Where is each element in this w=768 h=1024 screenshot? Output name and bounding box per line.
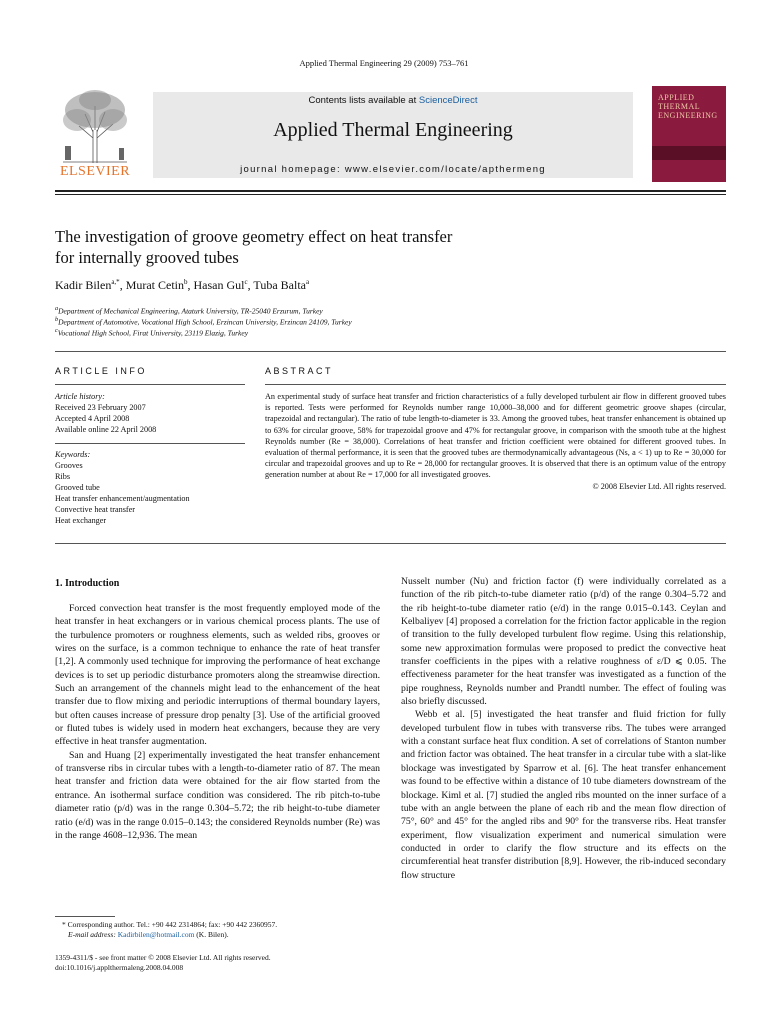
author-sep: , bbox=[119, 278, 126, 292]
cover-title-line: ENGINEERING bbox=[658, 111, 718, 120]
author-sup: a bbox=[305, 278, 310, 286]
author-name[interactable]: Kadir Bilen bbox=[55, 278, 112, 292]
affiliation bbox=[55, 316, 352, 327]
author-sep: , bbox=[247, 278, 254, 292]
body-column-left bbox=[55, 602, 380, 842]
article-history bbox=[55, 391, 245, 435]
paragraph: Forced convection heat transfer is the most frequently employed mode of the heat transfer in heat exchangers or in various chemical process plants. The use of the turbulence promoters or roughness elements, such as welded ribs, grooves or wires on the surface, is a common technique to enhance the rate of heat transfer [1,2]. A commonly used technique for improving the performance of heat exchange devices is to set up periodic disturbance promoters along the streamwise direction. Such an arrangement of the channels might lead to the enhancement of the heat transfer due to flow mixing and periodic interruptions of thermal boundary layers, but often causes increase of pressure drop penalty [3]. Use of the artificial grooved or fluted tubes is widely used in modern heat exchangers, because they are very effective in heat transfer augmentation. bbox=[55, 603, 380, 748]
author-name[interactable]: Tuba Balta bbox=[253, 278, 306, 292]
author-sup: b bbox=[184, 278, 188, 286]
affiliation-text: Department of Automotive, Vocational High School, Erzincan University, Erzincan 24109, Turkey bbox=[58, 317, 352, 327]
divider bbox=[55, 351, 726, 352]
keyword-item: Grooved tube bbox=[55, 483, 100, 492]
body-column-right bbox=[401, 575, 726, 882]
keywords bbox=[55, 449, 245, 526]
paragraph: San and Huang [2] experimentally investigated the heat transfer enhancement of transverse ribs in circular tubes with a length-to-diameter ratio of 87. The mean heat transfer and friction data were obtained for the air flow started from the entrance. An isothermal surface condition was considered. The rib pitch-to-tube diameter ratio (p/d) was in the range 0.304–5.72; the rib height-to-tube diameter ratio (e/d) was in the range 0.015–0.143; the considered Reynolds number (Re) was in the range 4608–12,936. The mean bbox=[55, 749, 380, 841]
bottom-matter bbox=[55, 953, 271, 973]
contents-prefix: Contents lists available at bbox=[308, 95, 419, 106]
article-title-line: The investigation of groove geometry effect on heat transfer bbox=[55, 227, 453, 246]
publisher-wordmark: ELSEVIER bbox=[59, 164, 131, 179]
keyword-item: Grooves bbox=[55, 461, 83, 470]
paragraph: Webb et al. [5] investigated the heat transfer and fluid friction for fully developed turbulent flow in tubes with transverse ribs. The tubes were arranged with a constant surface heat flux condition. A set of correlations of Stanton number and friction factor was obtained. The heat transfer in a circular tube with a slat-like blockage was investigated by Sparrow et al. [6]. The heat transfer enhancement was found to be effective within a distance of 10 tube diameters downstream of the blockage. Kiml et al. [7] studied the angled ribs mounted on the inner surface of a tube with an angle between the plane of each rib and the mean flow direction of 75°, 60° and 45° for the angled ribs and 90° for the transverse ribs. Heat transfer experiment, flow visualization experiment and numerical simulation were conducted in order to clarify the flow structure and its effects on the circumferential heat transfer distribution [8,9]. However, the rib-induced secondary flow structure bbox=[401, 709, 726, 881]
cover-band bbox=[652, 146, 726, 160]
elsevier-logo[interactable] bbox=[55, 88, 135, 180]
affiliation-sup: b bbox=[55, 316, 59, 323]
history-label: Article history: bbox=[55, 392, 105, 401]
cover-title-line: THERMAL bbox=[658, 102, 701, 111]
footnote-rule bbox=[55, 916, 115, 917]
affiliation-text: Vocational High School, Firat University, 23119 Elazig, Turkey bbox=[57, 328, 249, 338]
divider bbox=[55, 543, 726, 544]
header-rule bbox=[55, 190, 726, 192]
paragraph: Nusselt number (Nu) and friction factor (f) were individually correlated as a function of the rib pitch-to-tube diameter ratio (p/d) of the range 0.304–5.72 and the rib height-to-tube diameter ratio (e/d) in the range 0.015–0.143. Ceylan and Kelbaliyev [4] proposed a correlation for the friction factor applicable in the region of transition to the fully developed turbulent flow regime. Using this relationship, some new approximation formulas were proposed to predict the convective heat transfer coefficients in the pipes with a relative roughness of ε/D ⩽ 0.05. The effectiveness parameter for the heat transfer was investigated as a function of the pipe roughness, Reynolds number and Prandtl number. The effect of fouling was also briefly discussed. bbox=[401, 576, 726, 708]
copyright: © 2008 Elsevier Ltd. All rights reserved. bbox=[592, 481, 726, 491]
divider bbox=[55, 384, 245, 385]
author-sep: , bbox=[187, 278, 194, 292]
abstract-text: An experimental study of surface heat transfer and friction characteristics of a fully developed turbulent air flow in different grooved tubes is reported. Tests were performed for Reynolds number range 10,000–38,000 and for different geometric groove shapes (circular, trapezoidal and rectangular). The ratio of tube length-to-diameter is 33. Among the grooved tubes, heat transfer enhancement is obtained up to 63% for circular groove, 58% for trapezoidal groove and 47% for rectangular groove, in comparison with the smooth tube at the highest Reynolds number (Re = 38,000). Correlations of heat transfer and friction coefficient were obtained for different grooved tubes. In evaluation of thermal performance, it is seen that the grooved tubes are thermodynamically advantageous (Ns, a < 1) up to Re = 30,000 for circular and trapezoidal grooves and up to Re = 28,000 for rectangular grooves. It is observed that there is an optimum value of the entropy generation number at about Re = 17,000 for all investigated grooves. bbox=[265, 392, 726, 480]
doi-line[interactable]: doi:10.1016/j.applthermaleng.2008.04.008 bbox=[55, 963, 184, 972]
email-link[interactable]: Kadirbilen@hotmail.com bbox=[117, 930, 195, 939]
contents-line bbox=[153, 95, 633, 106]
divider bbox=[55, 443, 245, 444]
email-label: E-mail address: bbox=[68, 930, 118, 939]
footnote bbox=[62, 920, 382, 940]
section-heading: 1. Introduction bbox=[55, 578, 120, 589]
journal-banner bbox=[153, 92, 633, 178]
issn-line: 1359-4311/$ - see front matter © 2008 Elsevier Ltd. All rights reserved. bbox=[55, 953, 271, 962]
elsevier-tree-icon bbox=[55, 88, 135, 164]
keyword-item: Heat exchanger bbox=[55, 516, 107, 525]
affiliation bbox=[55, 305, 323, 316]
affiliation-text: Department of Mechanical Engineering, Ataturk University, TR-25040 Erzurum, Turkey bbox=[58, 306, 323, 316]
cover-title bbox=[658, 93, 718, 120]
author-list bbox=[55, 278, 309, 293]
article-info-heading: ARTICLE INFO bbox=[55, 366, 147, 376]
journal-cover[interactable] bbox=[652, 86, 726, 182]
history-item: Accepted 4 April 2008 bbox=[55, 414, 130, 423]
author-sup: c bbox=[244, 278, 248, 286]
keywords-label: Keywords: bbox=[55, 450, 91, 459]
cover-title-line: APPLIED bbox=[658, 93, 695, 102]
abstract-block bbox=[265, 391, 726, 492]
divider bbox=[265, 384, 726, 385]
journal-reference: Applied Thermal Engineering 29 (2009) 753–761 bbox=[299, 58, 469, 68]
keyword-item: Convective heat transfer bbox=[55, 505, 136, 514]
corresponding-author: * Corresponding author. Tel.: +90 442 2314864; fax: +90 442 2360957. bbox=[62, 920, 278, 929]
article-title bbox=[55, 226, 615, 268]
sciencedirect-link[interactable]: ScienceDirect bbox=[418, 95, 478, 106]
keyword-item: Ribs bbox=[55, 472, 71, 481]
header-rule-thin bbox=[55, 194, 726, 195]
history-item: Available online 22 April 2008 bbox=[55, 425, 157, 434]
author-name[interactable]: Murat Cetin bbox=[125, 278, 185, 292]
email-suffix: (K. Bilen). bbox=[194, 930, 229, 939]
keyword-item: Heat transfer enhancement/augmentation bbox=[55, 494, 190, 503]
affiliation bbox=[55, 327, 248, 338]
author-name[interactable]: Hasan Gul bbox=[193, 278, 245, 292]
author-sup: a,* bbox=[111, 278, 120, 286]
affiliation-sup: a bbox=[55, 305, 59, 312]
journal-title[interactable]: Applied Thermal Engineering bbox=[273, 119, 513, 141]
abstract-heading: ABSTRACT bbox=[265, 366, 334, 376]
article-title-line: for internally grooved tubes bbox=[55, 248, 239, 267]
journal-homepage-link[interactable]: journal homepage: www.elsevier.com/locate/apthermeng bbox=[240, 164, 546, 175]
history-item: Received 23 February 2007 bbox=[55, 403, 146, 412]
affiliation-sup: c bbox=[55, 327, 58, 334]
